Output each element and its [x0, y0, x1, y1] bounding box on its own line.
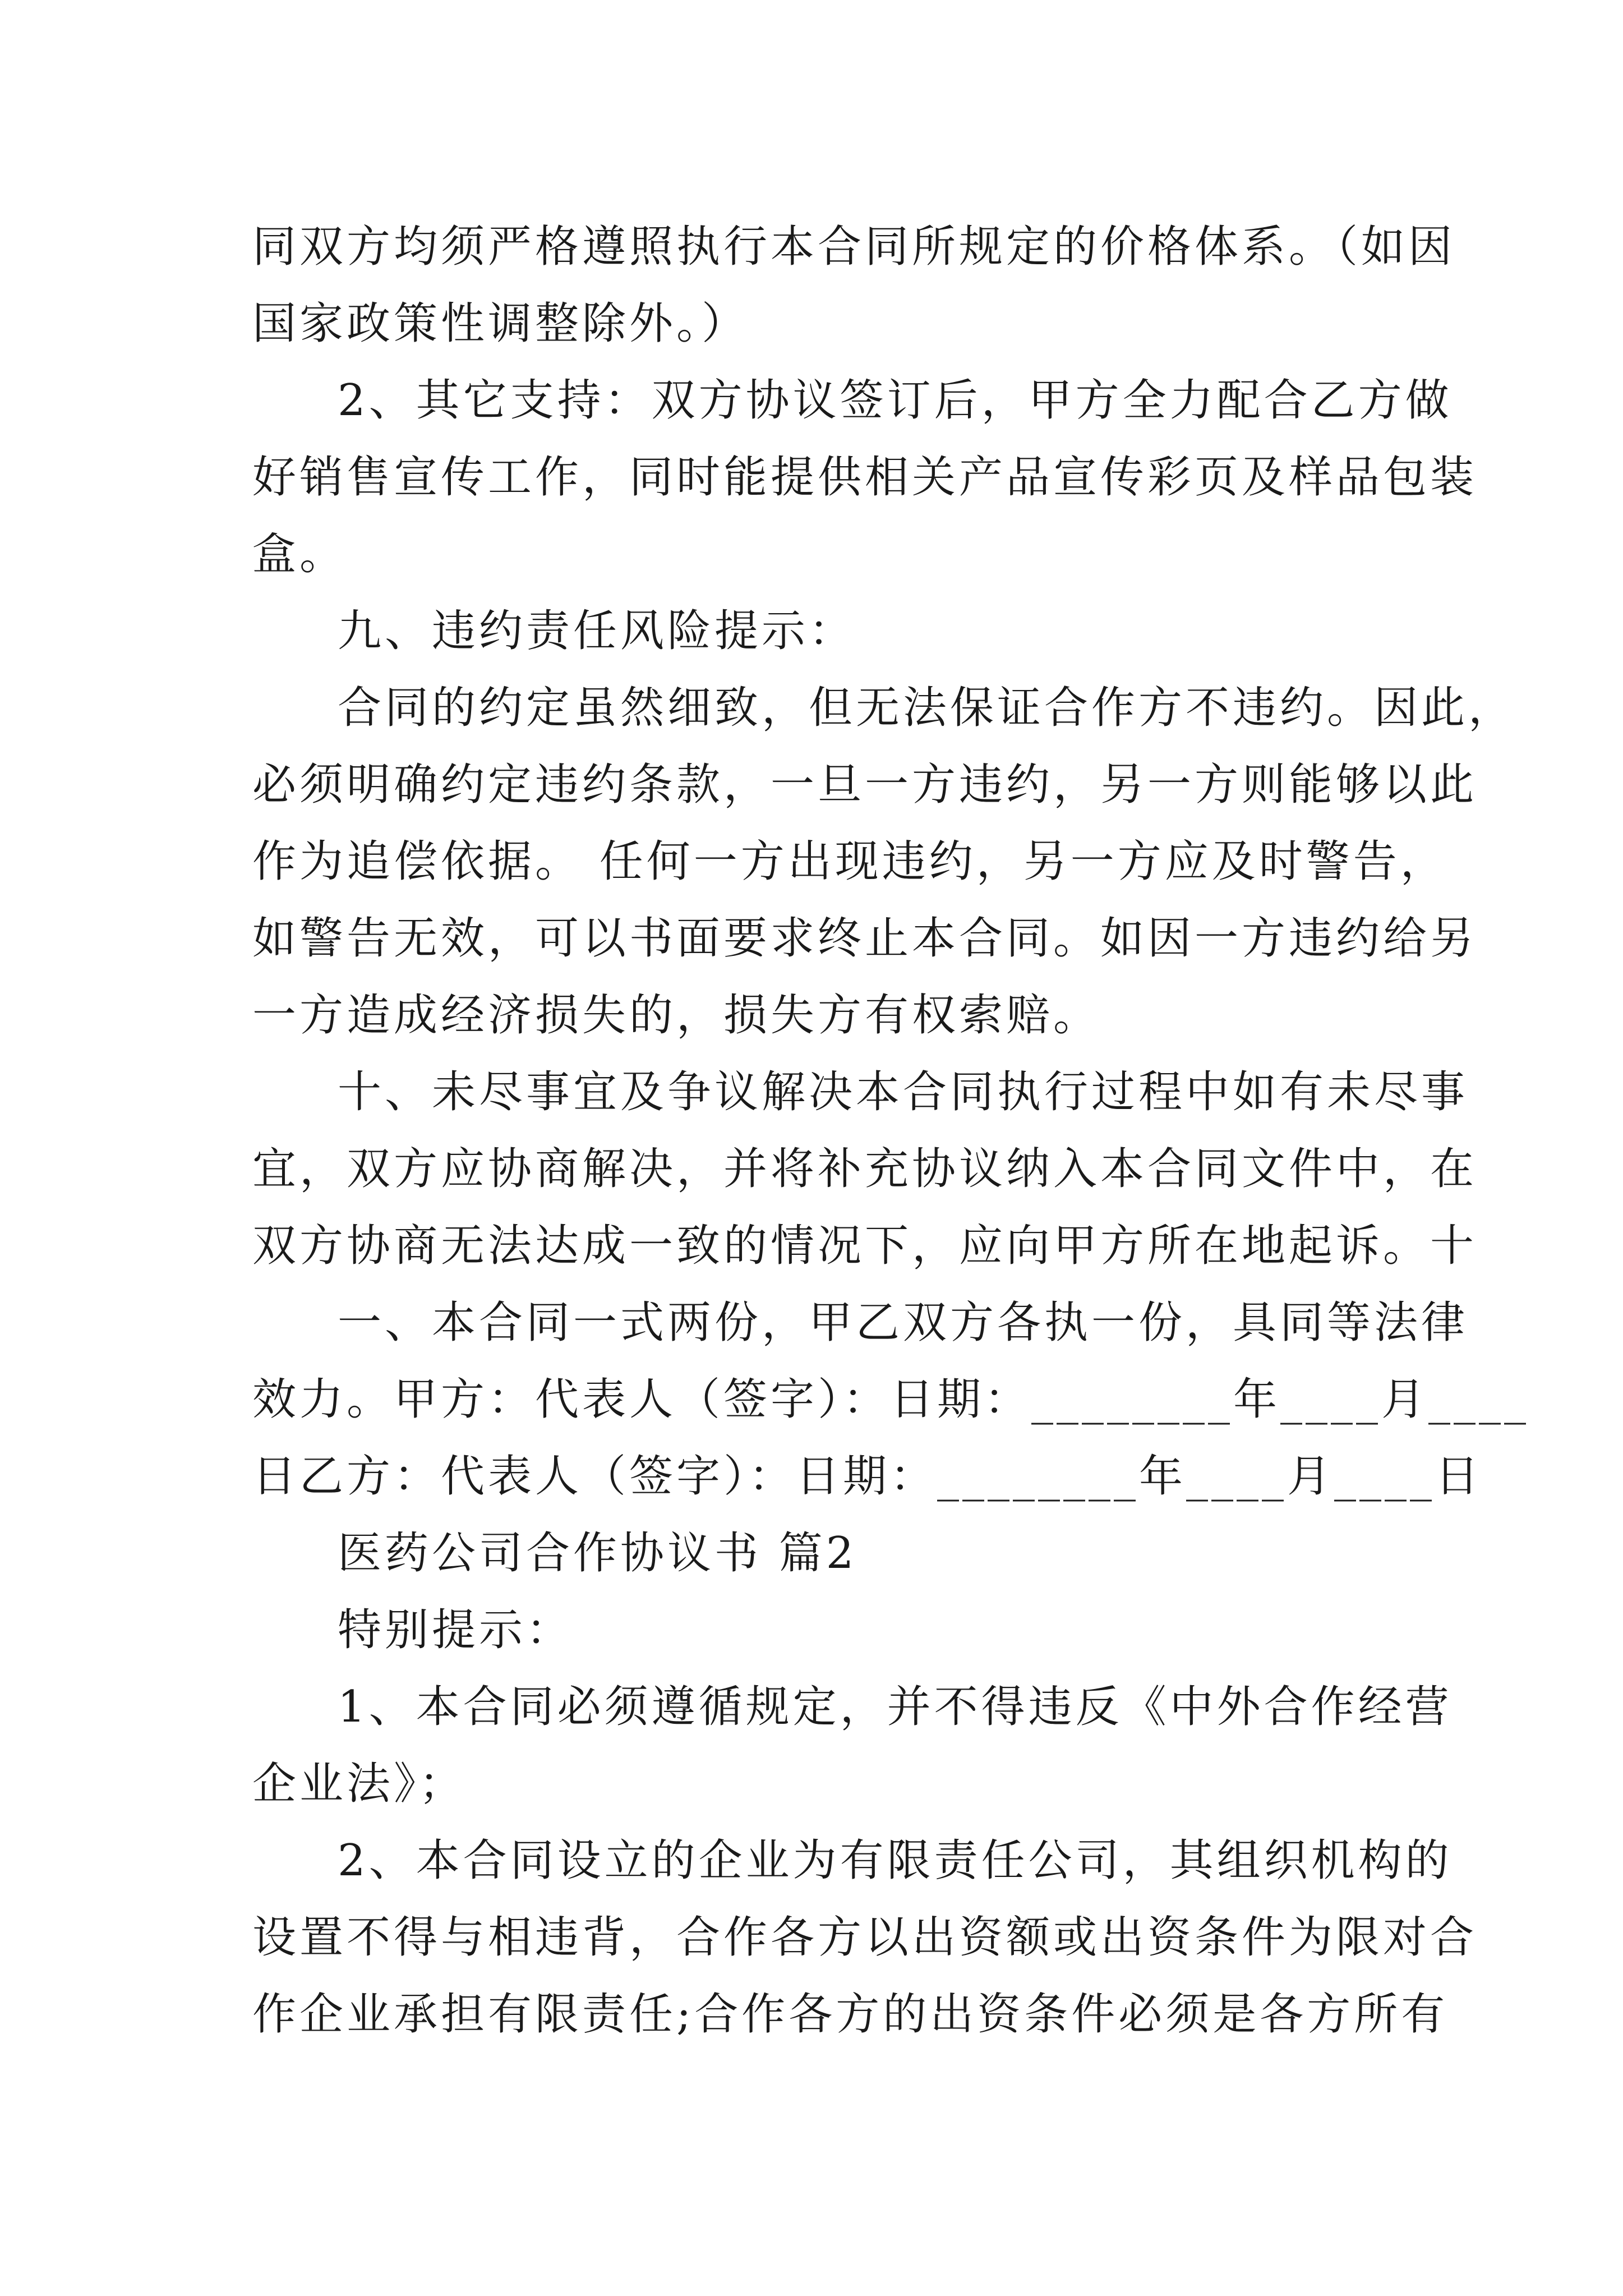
text-line: 必须明确约定违约条款，一旦一方违约，另一方则能够以此 — [252, 760, 1478, 810]
document-body — [252, 209, 1530, 2053]
text-line: 同双方均须严格遵照执行本合同所规定的价格体系。（如因 — [252, 222, 1456, 272]
section-heading: 特别提示： — [338, 1605, 574, 1655]
text-line: 十、未尽事宜及争议解决本合同执行过程中如有未尽事 — [338, 1067, 1469, 1117]
text-line: 合同的约定虽然细致，但无法保证合作方不违约。因此， — [338, 683, 1516, 733]
document-title: 医药公司合作协议书 篇2 — [338, 1528, 857, 1579]
text-line: 企业法》； — [252, 1759, 467, 1809]
text-line: 国家政策性调整除外。） — [252, 298, 749, 349]
signature-line: 效力。甲方：代表人（签字）：日期：________年____月____ — [252, 1374, 1530, 1425]
text-line: 1、本合同必须遵循规定，并不得违反《中外合作经营 — [338, 1682, 1453, 1732]
text-line: 2、其它支持：双方协议签订后，甲方全力配合乙方做 — [338, 375, 1453, 426]
text-line: 一、本合同一式两份，甲乙双方各执一份，具同等法律 — [338, 1297, 1469, 1348]
text-line: 宜，双方应协商解决，并将补充协议纳入本合同文件中，在 — [252, 1144, 1478, 1194]
text-line: 盒。 — [252, 529, 347, 579]
text-line: 好销售宣传工作，同时能提供相关产品宣传彩页及样品包装 — [252, 452, 1478, 503]
signature-line: 日乙方：代表人（签字）：日期：________年____月____日 — [252, 1451, 1483, 1502]
text-line: 如警告无效，可以书面要求终止本合同。如因一方违约给另 — [252, 913, 1478, 964]
text-line: 双方协商无法达成一致的情况下，应向甲方所在地起诉。十 — [252, 1221, 1478, 1271]
text-line: 一方造成经济损失的，损失方有权索赔。 — [252, 990, 1101, 1041]
text-line: 作企业承担有限责任;合作各方的出资条件必须是各方所有 — [252, 1989, 1449, 2040]
text-line: 2、本合同设立的企业为有限责任公司，其组织机构的 — [338, 1835, 1453, 1886]
text-line: 作为追偿依据。 任何一方出现违约，另一方应及时警告， — [252, 836, 1447, 887]
section-heading: 九、违约责任风险提示： — [338, 606, 856, 656]
text-line: 设置不得与相违背，合作各方以出资额或出资条件为限对合 — [252, 1912, 1478, 1963]
